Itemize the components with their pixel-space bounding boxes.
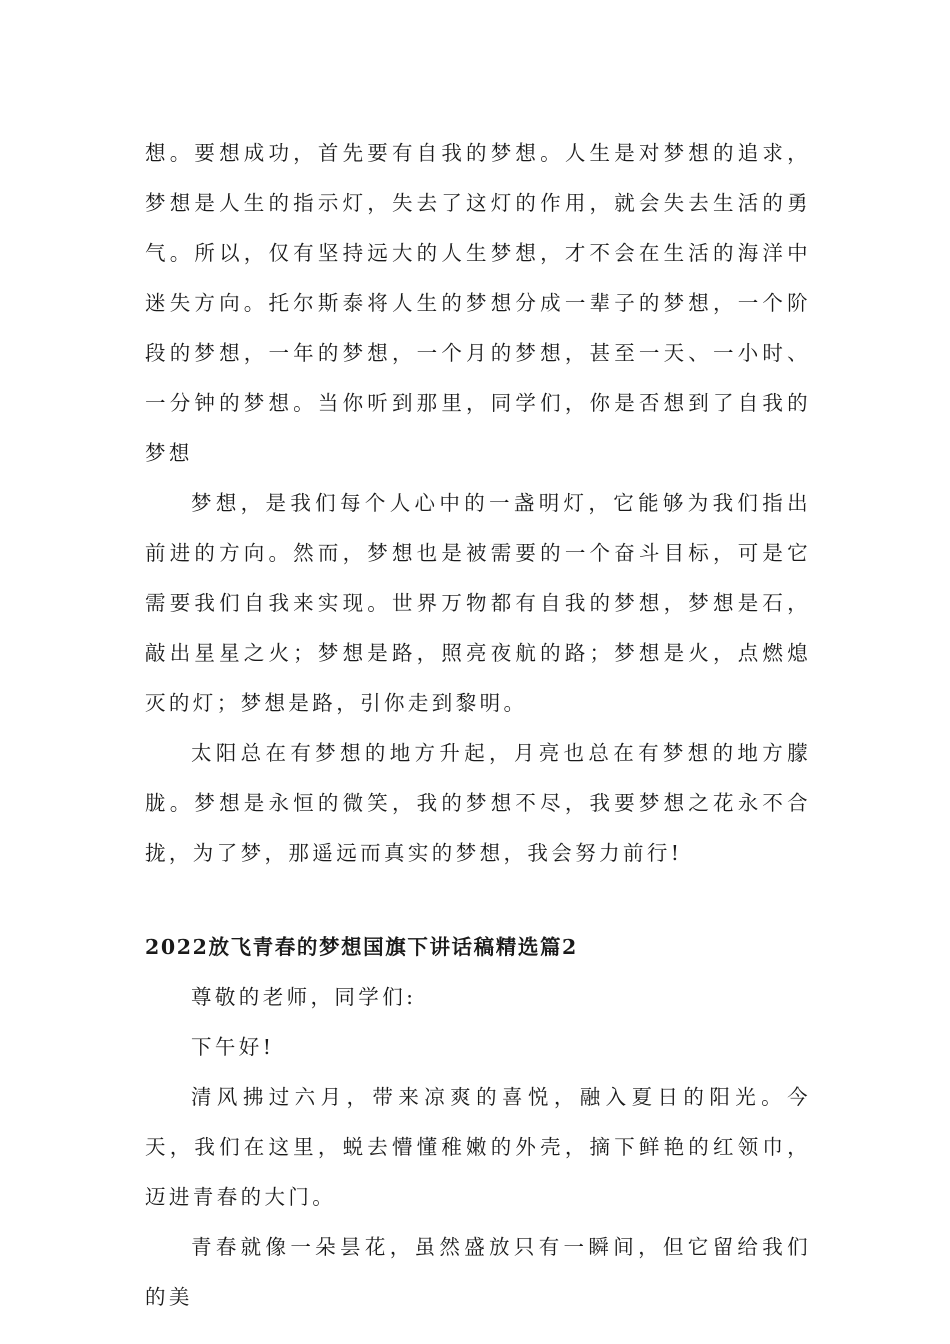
greeting-salutation: 尊敬的老师，同学们:: [191, 985, 417, 1009]
paragraph-continued: 想。要想成功，首先要有自我的梦想。人生是对梦想的追求，梦想是人生的指示灯，失去了这灯的作用，就会失去生活的勇气。所以，仅有坚持远大的人生梦想，才不会在生活的海洋中迷失方向。托尔斯泰将人生的梦想分成一辈子的梦想，一个阶段的梦想，一年的梦想，一个月的梦想，甚至一天、一小时、一分钟的梦想。当你听到那里，同学们，你是否想到了自我的梦想: [145, 141, 811, 465]
paragraph-june-breeze: 清风拂过六月，带来凉爽的喜悦，融入夏日的阳光。今天，我们在这里，蜕去懵懂稚嫩的外壳，摘下鲜艳的红领巾，迈进青春的大门。: [145, 1085, 811, 1209]
document-body: [145, 128, 811, 1322]
section-title: 2022放飞青春的梦想国旗下讲话稿精选篇2: [145, 935, 578, 959]
paragraph-sun-moon: 太阳总在有梦想的地方升起，月亮也总在有梦想的地方朦胧。梦想是永恒的微笑，我的梦想不尽，我要梦想之花永不合拢，为了梦，那遥远而真实的梦想，我会努力前行!: [145, 741, 811, 865]
paragraph-youth-flower: 青春就像一朵昙花，虽然盛放只有一瞬间，但它留给我们的美: [145, 1235, 811, 1309]
greeting-good-afternoon: 下午好!: [191, 1035, 275, 1059]
paragraph-dream-lamp: 梦想，是我们每个人心中的一盏明灯，它能够为我们指出前进的方向。然而，梦想也是被需要的一个奋斗目标，可是它需要我们自我来实现。世界万物都有自我的梦想，梦想是石，敲出星星之火；梦想是路，照亮夜航的路；梦想是火，点燃熄灭的灯；梦想是路，引你走到黎明。: [145, 491, 811, 715]
